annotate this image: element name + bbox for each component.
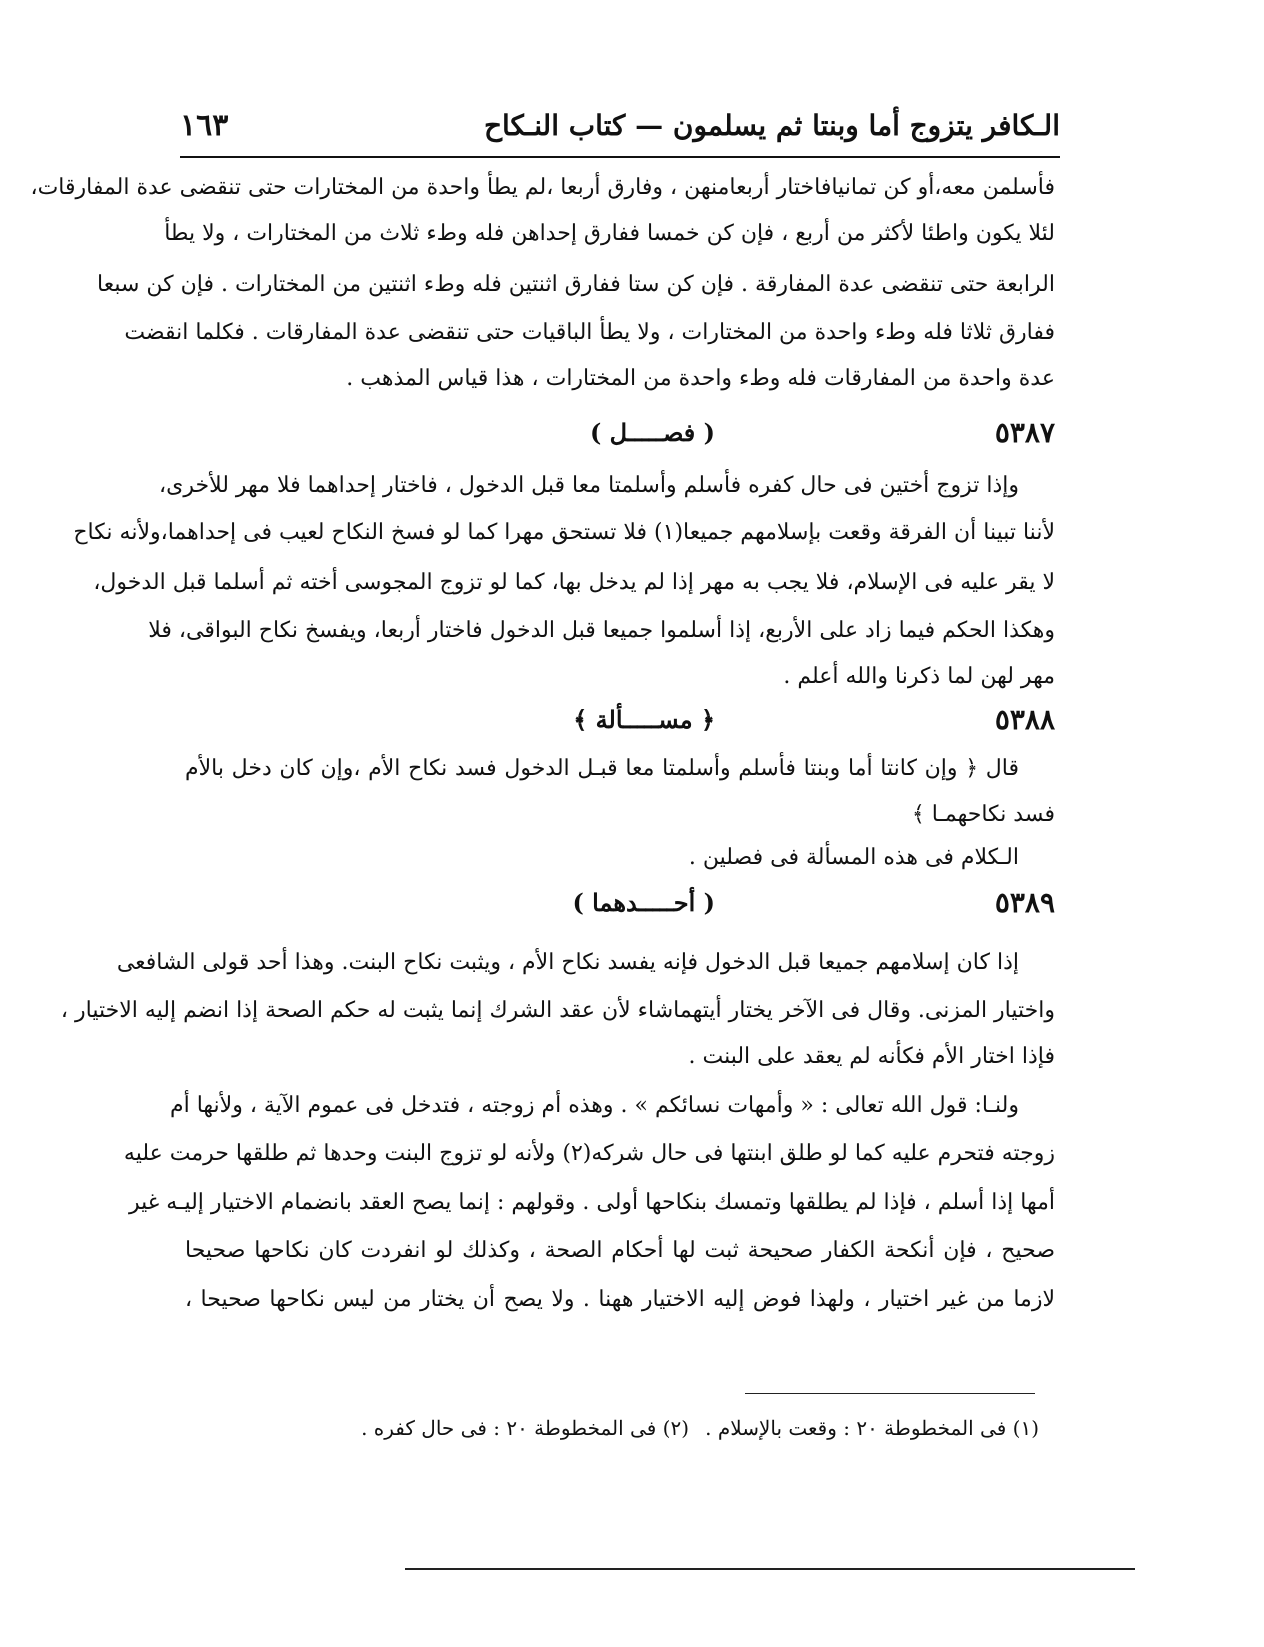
section-heading-5388 — [185, 697, 1055, 743]
text-line: الرابعة حتى تنقضى عدة المفارقة . فإن كن ستا ففارق اثنتين فله وطء اثنتين من المختارات . فإن كن سبعا — [97, 272, 1055, 297]
running-title: الـكافر يتزوج أما وبنتا ثم يسلمون — كتاب النـكاح — [483, 108, 1060, 142]
section-heading-5389 — [185, 880, 1055, 926]
page-number: ١٦٣ — [180, 107, 229, 143]
text-line: مهر لهن لما ذكرنا والله أعلم . — [783, 664, 1055, 689]
text-line: الـكلام فى هذه المسألة فى فصلين . — [688, 845, 1019, 870]
footnote-1: (١) فى المخطوطة ٢٠ : وقعت بالإسلام . — [705, 1416, 1039, 1440]
footnote-rule — [745, 1393, 1035, 1394]
text-line: لأننا تبينا أن الفرقة وقعت بإسلامهم جميعا(١) فلا تستحق مهرا كما لو فسخ النكاح لعيب فى إحداهما،ولأنه نكاح — [73, 520, 1055, 545]
text-line: أمها إذا أسلم ، فإذا لم يطلقها وتمسك بنكاحها أولى . وقولهم : إنما يصح العقد بانضمام الاختيار إليـه غير — [128, 1190, 1055, 1215]
section-number: ٥٣٨٧ — [994, 416, 1055, 449]
section-heading-5387 — [185, 410, 1055, 456]
text-line: فإذا اختار الأم فكأنه لم يعقد على البنت . — [688, 1044, 1055, 1069]
text-line: فأسلمن معه،أو كن تمانيافاختار أربعامنهن ، وفارق أربعا ،لم يطأ واحدة من المختارات حتى تنقضى عدة المفارقات، — [30, 175, 1055, 200]
text-line: وإذا تزوج أختين فى حال كفره فأسلم وأسلمتا معا قبل الدخول ، فاختار إحداهما فلا مهر للأخرى، — [159, 473, 1019, 498]
text-line: صحيح ، فإن أنكحة الكفار صحيحة ثبت لها أحكام الصحة ، وكذلك لو انفردت كان نكاحها صحيحا — [185, 1238, 1055, 1263]
section-number: ٥٣٨٨ — [994, 703, 1055, 736]
section-label: ( فصـــــل ) — [589, 418, 715, 447]
section-label: ﴿ مســـــألة ﴾ — [573, 705, 715, 734]
text-line: لازما من غير اختيار ، ولهذا فوض إليه الاختيار ههنا . ولا يصح أن يختار من ليس نكاحها صحيحا ، — [185, 1287, 1055, 1312]
section-number: ٥٣٨٩ — [994, 886, 1055, 919]
text-line: ولنـا: قول الله تعالى : « وأمهات نسائكم » . وهذه أم زوجته ، فتدخل فى عموم الآية ، ولأنها أم — [169, 1093, 1019, 1118]
footnote-2: (٢) فى المخطوطة ٢٠ : فى حال كفره . — [361, 1416, 689, 1440]
text-line: واختيار المزنى. وقال فى الآخر يختار أيتهماشاء لأن عقد الشرك إنما يثبت له حكم الصحة إذا انضم إليه الاختيار ، — [60, 998, 1055, 1023]
text-line: إذا كان إسلامهم جميعا قبل الدخول فإنه يفسد نكاح الأم ، ويثبت نكاح البنت. وهذا أحد قولى الشافعى — [116, 950, 1019, 975]
bottom-rule — [405, 1568, 1135, 1570]
text-line: فسد نكاحهمـا ﴾ — [911, 802, 1055, 827]
text-line: وهكذا الحكم فيما زاد على الأربع، إذا أسلموا جميعا قبل الدخول فاختار أربعا، ويفسخ نكاح البواقى، فلا — [148, 618, 1055, 643]
section-label: ( أحـــــدهما ) — [572, 888, 715, 917]
text-line: لئلا يكون واطئا لأكثر من أربع ، فإن كن خمسا ففارق إحداهن فله وطء ثلاث من المختارات ، ولا يطأ — [164, 221, 1055, 246]
header-rule — [180, 156, 1060, 158]
running-header — [180, 98, 1060, 152]
text-line: ففارق ثلاثا فله وطء واحدة من المختارات ، ولا يطأ الباقيات حتى تنقضى عدة المفارقات . فكلما انقضت — [124, 320, 1055, 345]
text-line: قال ﴿ وإن كانتا أما وبنتا فأسلم وأسلمتا معا قبـل الدخول فسد نكاح الأم ،وإن كان دخل بالأم — [185, 756, 1019, 781]
text-line: لا يقر عليه فى الإسلام، فلا يجب به مهر إذا لم يدخل بها، كما لو تزوج المجوسى أخته ثم أسلما قبل الدخول، — [93, 570, 1055, 595]
text-line: زوجته فتحرم عليه كما لو طلق ابنتها فى حال شركه(٢) ولأنه لو تزوج البنت وحدها ثم طلقها حرمت عليه — [123, 1141, 1055, 1166]
text-line: عدة واحدة من المفارقات فله وطء واحدة من المختارات ، هذا قياس المذهب . — [346, 366, 1055, 391]
